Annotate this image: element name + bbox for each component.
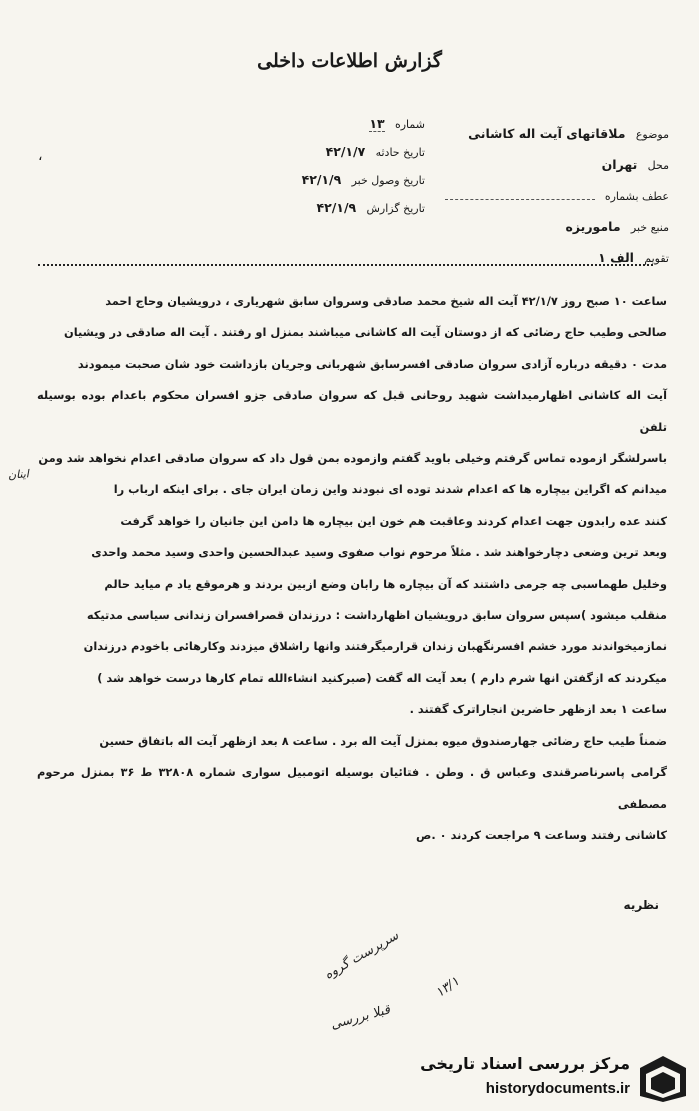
subject-label: موضوع	[635, 128, 669, 141]
margin-handwritten-note: اینان	[7, 467, 30, 482]
received-date-row	[195, 166, 425, 194]
received-date-label: تاریخ وصول خبر	[351, 174, 425, 187]
reference-label: عطف بشماره	[604, 190, 669, 203]
watermark-logo	[410, 1050, 692, 1106]
reference-value	[445, 199, 595, 200]
subject-value: ملاقاتهای آیت اله کاشانی	[468, 126, 626, 141]
report-body	[37, 286, 667, 851]
margin-tick-mark: ،	[38, 148, 43, 164]
incident-date-value: ۴۲/۱/۷	[325, 144, 366, 159]
report-date-value: ۴۲/۱/۹	[316, 200, 357, 215]
signature-block	[300, 928, 480, 1050]
body-line: وخلیل طهماسبی چه جرمی داشتند که آن بیچاره ها رابان وضع ازبین بردند و هرموقع یاد م میاید حالم	[104, 576, 667, 591]
body-line: مدت ۰ دقیقه درباره آزادی سروان صادقی افسرسابق شهربانی وجریان بازداشت خود شان صحبت میمودند	[77, 356, 667, 371]
body-line: کنند عده رابدون جهت اعدام کردند وعاقبت هم خون این بیچاره ها دامن این جانیان را خواهد گرفت	[120, 513, 667, 528]
number-value: ۱۳	[369, 116, 385, 131]
body-line: ساعت ۱۰ صبح روز ۴۲/۱/۷ آیت اله شیخ محمد صادقی وسروان سابق شهریاری ، درویشیان وحاج احمد	[105, 294, 667, 308]
number-label: شماره	[394, 118, 425, 131]
body-line: میکردند که ازگفتن انها شرم دارم ) بعد آیت اله گفت (صبرکنید انشاءالله تمام کارها درست خواهد شد )	[97, 670, 667, 685]
grade-label: تقویم	[644, 252, 669, 265]
body-line: نمازمیخواندند مورد خشم افسرنگهبان زندان قرارمیگرفتند وانها راشلاق میزدند وکارهائی باخودم درزندان	[83, 639, 667, 654]
body-line: باسرلشگر ازموده تماس گرفتم وخیلی باوید گفتم وازموده بمن قول داد که سروان صادقی اعدام نخواهد شد ومن	[38, 451, 667, 466]
body-line: صالحی وطیب حاج رضائی که از دوستان آیت اله کاشانی میباشند بمنزل او رفتند . آیت اله صادقی در ویشیان	[63, 325, 667, 340]
report-date-row	[195, 194, 425, 222]
meta-left-block	[195, 110, 425, 222]
number-row	[195, 110, 425, 138]
body-line: آیت اله کاشانی اظهارمیداشت شهید روحانی قبل که سروان صادقی جزو افسران محکوم باعدام بوده بوسیله تلفن	[37, 388, 667, 434]
body-line: میدانم که اگراین بیچاره ها که اعدام شدند توده ای نبودند واین زمان ایران جای . برای اینکه ارباب را	[113, 482, 667, 497]
grade-row	[369, 242, 669, 273]
body-line: کاشانی رفتند وساعت ۹ مراجعت کردند ۰ .ص	[416, 827, 667, 842]
watermark-url: historydocuments.ir	[485, 1080, 630, 1097]
signature-date: ۱۳/۱	[432, 974, 463, 1001]
grade-value: الف ۱	[598, 250, 634, 265]
place-value: تهران	[601, 157, 638, 172]
header-divider	[38, 264, 653, 266]
received-date-value: ۴۲/۱/۹	[301, 172, 342, 187]
document-title: گزارش اطلاعات داخلی	[257, 50, 442, 72]
source-label: منبع خبر	[630, 221, 669, 234]
opinion-label: نظریه	[623, 898, 659, 912]
watermark-title: مرکز بررسی اسناد تاریخی	[420, 1054, 630, 1073]
archive-book-icon	[636, 1052, 690, 1104]
body-line: ضمناً طیب حاج رضائی جهارصندوق میوه بمنزل آیت اله برد . ساعت ۸ بعد ازظهر آیت اله باتفاق حسین	[99, 733, 667, 748]
incident-date-row	[195, 138, 425, 166]
signature-line-2: قبلا بررسی	[329, 1002, 392, 1033]
body-line: وبعد ترین وضعی دچارخواهند شد . مثلاً مرحوم نواب صفوی وسید عبدالحسین واحدی وسید محمد واحدی	[91, 545, 667, 560]
report-date-label: تاریخ گزارش	[366, 202, 425, 215]
source-value: ماموریزه	[565, 219, 621, 234]
signature-line-1: سرپرست گروه	[321, 928, 402, 983]
place-label: محل	[647, 159, 669, 172]
body-line: ساعت ۱ بعد ازظهر حاضرین انجاراترک گفتند .	[409, 702, 667, 717]
body-line: منقلب میشود )سپس سروان سابق درویشیان اظهارداشت : درزندان قصرافسران زندانی سیاسی مدتیکه	[86, 608, 667, 623]
incident-date-label: تاریخ حادثه	[375, 146, 425, 159]
body-line: گرامی پاسرناصرقندی وعباس ق . وطن . فتائیان بوسیله اتومبیل سواری شماره ۳۲۸۰۸ ط ۳۶ بمنزل مرحوم مصطفی	[37, 765, 667, 811]
